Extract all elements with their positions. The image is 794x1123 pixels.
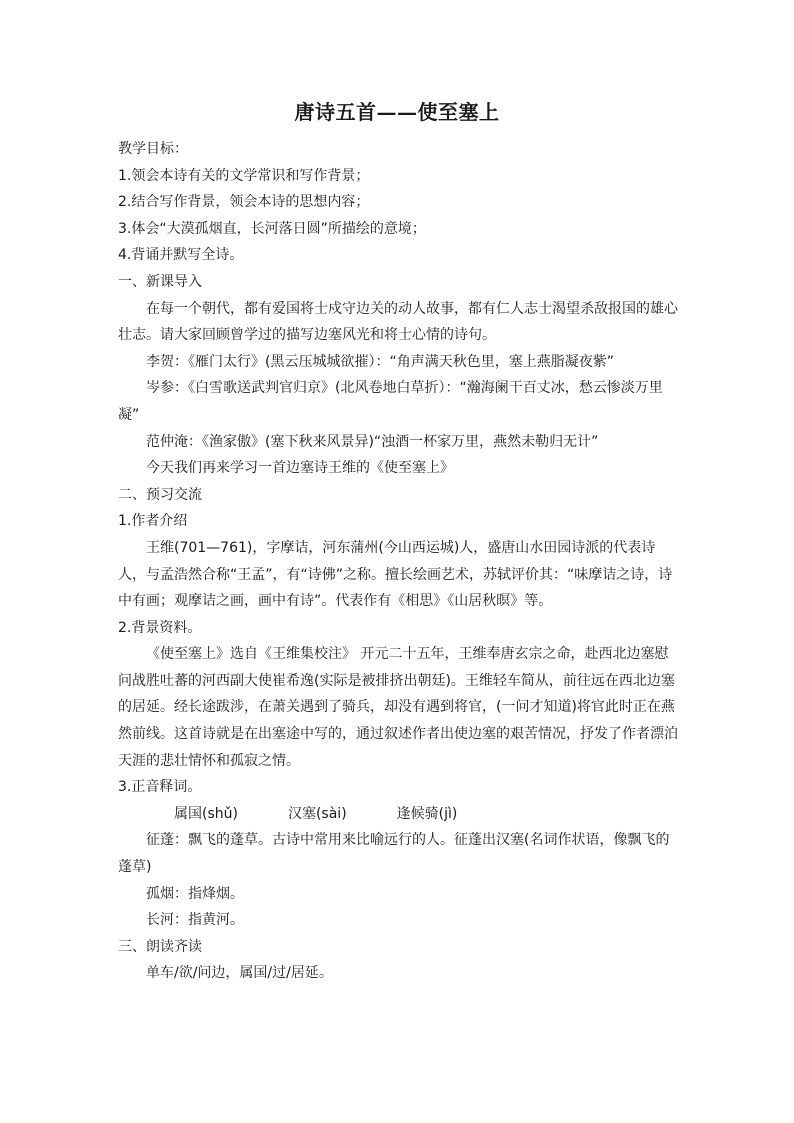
goal-item-1: 1.领会本诗有关的文学常识和写作背景；: [118, 167, 370, 184]
reading-line: 单车/欲/问边，属国/过/居延。: [146, 965, 333, 982]
goal-item-2: 2.结合写作背景，领会本诗的思想内容；: [118, 194, 370, 211]
document-body: [118, 136, 680, 987]
background-paragraph: 《使至塞上》选自《王维集校注》 开元二十五年，王维奉唐玄宗之命，赴西北边塞慰问战胜吐蕃的河西副大使崔希逸(实际是被排挤出朝廷)。王维轻车简从，前往远在西北边塞的居延。经长途跋涉，在萧关遇到了骑兵，却没有遇到将官，(一问才知道)将官此时正在燕然前线。这首诗就是在出塞途中写的，通过叙述作者出使边塞的艰苦情况，抒发了作者漂泊天涯的悲壮情怀和孤寂之情。: [118, 646, 678, 769]
section-heading-2: 二、预习交流: [118, 486, 202, 503]
author-paragraph: 王维(701—761)，字摩诘，河东蒲州(今山西运城)人，盛唐山水田园诗派的代表诗人，与孟浩然合称“王孟”，有“诗佛”之称。擅长绘画艺术，苏轼评价其：“味摩诘之诗，诗中有画；观摩诘之画，画中有诗”。代表作有《相思》《山居秋暝》等。: [118, 539, 673, 610]
today-lesson: 今天我们再来学习一首边塞诗王维的《使至塞上》: [146, 460, 454, 477]
pinyin-item-3: 逢候骑(jì): [396, 805, 458, 822]
definition-changhe: 长河：指黄河。: [146, 912, 244, 929]
poem-quote-cen-shen: 岑参：《白雪歌送武判官归京》(北风卷地白草折）：“瀚海阑干百丈冰，愁云惨淡万里凝”: [118, 380, 663, 423]
pronunciation-heading: 3.正音释词。: [118, 779, 202, 796]
author-heading: 1.作者介绍: [118, 513, 188, 530]
goal-item-4: 4.背诵并默写全诗。: [118, 247, 244, 264]
pinyin-item-2: 汉塞(sài): [287, 805, 347, 822]
pinyin-row: [118, 801, 680, 828]
goals-heading: 教学目标：: [118, 141, 188, 157]
background-heading: 2.背景资料。: [118, 619, 202, 636]
poem-quote-li-he: 李贺：《雁门太行》(黑云压城城欲摧）：“角声满天秋色里，塞上燕脂凝夜紫”: [146, 353, 614, 370]
section-heading-1: 一、新课导入: [118, 273, 202, 290]
intro-paragraph: 在每一个朝代，都有爱国将士戍守边关的动人故事，都有仁人志士渴望杀敌报国的雄心壮志。请大家回顾曾学过的描写边塞风光和将士心情的诗句。: [118, 300, 678, 344]
poem-quote-fan-zhongyan: 范仲淹：《渔家傲》(塞下秋来风景异)“浊酒一杯家万里，燕然未勒归无计”: [146, 433, 599, 450]
definition-guyan: 孤烟：指烽烟。: [146, 885, 244, 902]
goal-item-3: 3.体会“大漠孤烟直，长河落日圆”所描绘的意境；: [118, 220, 426, 237]
pinyin-item-1: 属国(shǔ): [174, 805, 238, 822]
definition-zhengpeng: 征蓬：飘飞的蓬草。古诗中常用来比喻远行的人。征蓬出汉塞(名词作状语，像飘飞的蓬草): [118, 832, 670, 876]
section-heading-3: 三、朗读齐读: [118, 938, 202, 955]
page-title: 唐诗五首——使至塞上: [294, 100, 500, 124]
